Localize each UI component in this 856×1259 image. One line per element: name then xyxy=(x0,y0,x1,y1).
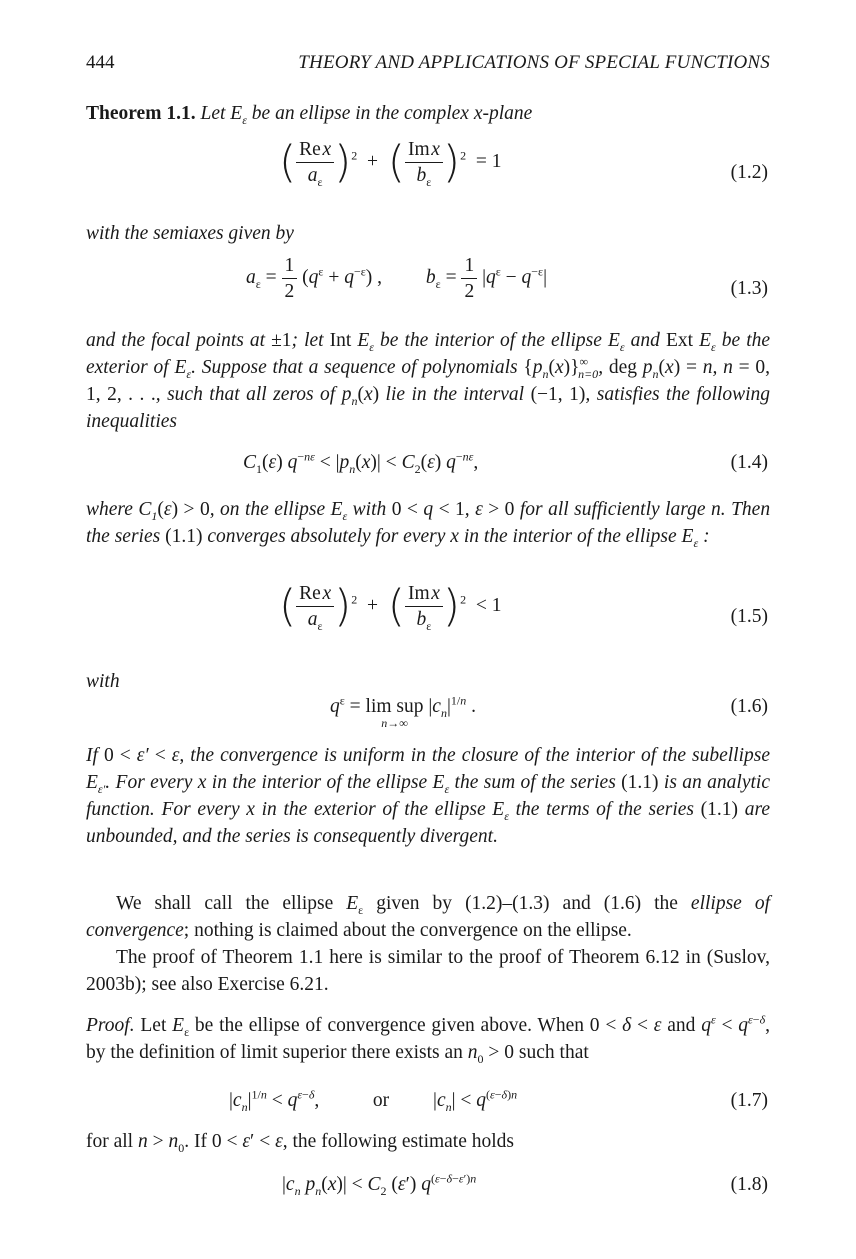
equation-1-3-number: (1.3) xyxy=(730,278,768,299)
equation-1-4 xyxy=(86,449,770,482)
focal-paragraph: and the focal points at ±1; let Int $E_\varepsilon$ be the interior of the ellipse $E_\varepsilon$ and Ext $E_\varepsilon$ be the exterior of $E_\varepsilon$. Suppose that a sequence of polynomials $\{p_n(x)\}^\infty_{n=0}$, deg $p_n(x) = n$, n = 0, 1, 2, . . ., such that all zeros of $p_n(x)$ lie in the interval (−1, 1), satisfies the following inequalities xyxy=(86,330,771,432)
equation-1-5-body: ( $\frac{\text{Re x}}{a_\varepsilon}$ )$^2$ + ( $\frac{\text{Im x}}{b_\varepsilon}$ )$^2$ < 1 xyxy=(279,580,502,633)
page-number: 444 xyxy=(86,52,115,73)
equation-1-4-number: (1.4) xyxy=(730,452,768,473)
proof-similarity-paragraph: The proof of Theorem 1.1 here is similar to the proof of Theorem 6.12 in (Suslov, 2003b); see also Exercise 6.21. xyxy=(86,947,770,995)
theorem-intro-text: Let $E_\varepsilon$ be an ellipse in the complex x-plane xyxy=(200,103,533,127)
running-head xyxy=(86,52,770,78)
proof-paragraph: Proof. Let $E_\varepsilon$ be the ellipse of convergence given above. When 0 < δ < ε and $q^\varepsilon < q^{\varepsilon-\delta}$, by the definition of limit superior there exists an $n_0 > 0$ such that xyxy=(86,1012,771,1066)
conclusion-paragraph: If 0 < ε′ < ε, the convergence is uniform in the closure of the interior of the subellipse $E_{\varepsilon'}$. For every x in the interior of the ellipse $E_\varepsilon$ the sum of the series (1.1) is an analytic function. For every x in the exterior of the ellipse $E_\varepsilon$ the terms of the series (1.1) are unbounded, and the series is consequently divergent. xyxy=(86,745,771,847)
equation-1-3 xyxy=(86,256,770,316)
equation-1-3-body: $a_\varepsilon$ = $\frac{1}{2}$ $(q^\varepsilon + q^{-\varepsilon})$ , $b_\varepsilon$ = $\frac{1}{2}$ $|q^\varepsilon - q^{-\varepsilon}|$ xyxy=(246,255,547,302)
where-paragraph: where $C_1(\varepsilon) > 0$, on the ellipse $E_\varepsilon$ with 0 < q < 1, ε > 0 for all sufficiently large n. Then the series (1.1) converges absolutely for every x in the interior of the ellipse $E_\varepsilon$ : xyxy=(86,499,771,550)
equation-1-4-body: $C_1(\varepsilon) q^{-n\varepsilon} < |p_n(x)| < C_2(\varepsilon)$ $q^{-n\varepsilon}$, xyxy=(243,449,479,476)
equation-1-7-number: (1.7) xyxy=(730,1090,768,1111)
equation-1-6-body: $q^\varepsilon = \lim$ sup n→∞ $|c_n|^{1/n}$ . xyxy=(330,693,476,731)
running-title: THEORY AND APPLICATIONS OF SPECIAL FUNCTIONS xyxy=(298,52,770,73)
equation-1-8 xyxy=(86,1171,770,1204)
with-word: with xyxy=(86,671,120,692)
theorem-label: Theorem 1.1. xyxy=(86,103,196,124)
equation-1-8-number: (1.8) xyxy=(730,1174,768,1195)
equation-1-2-number: (1.2) xyxy=(730,162,768,183)
equation-1-2 xyxy=(86,136,770,210)
equation-1-7-or: or xyxy=(372,1090,390,1111)
equation-1-5-number: (1.5) xyxy=(730,606,768,627)
equation-1-5-rhs: < 1 xyxy=(475,594,502,616)
equation-1-6-number: (1.6) xyxy=(730,696,768,717)
equation-1-2-body: ( $\frac{\text{Re x}}{a_\varepsilon}$ )$^2$ + ( $\frac{\text{Im x}}{b_\varepsilon}$ )$^2$ = 1 xyxy=(279,136,502,189)
equation-1-2-rhs: = 1 xyxy=(475,150,502,172)
equation-1-7-body: $|c_n|^{1/n} < q^{\varepsilon-\delta}$, or $|c_n| < q^{(\varepsilon-\delta)n}$ xyxy=(229,1087,518,1114)
theorem-intro xyxy=(86,100,770,127)
equation-1-8-body: $|c_n$ $p_n(x)| < C_2$ (ε′) $q^{(\varepsilon-\delta-\varepsilon')n}$ xyxy=(282,1171,477,1198)
equation-1-7 xyxy=(86,1087,770,1118)
estimate-paragraph: for all $n > n_0$. If 0 < ε′ < ε, the following estimate holds xyxy=(86,1131,515,1155)
semiaxes-intro: with the semiaxes given by xyxy=(86,223,294,244)
equation-1-6 xyxy=(86,693,770,740)
ellipse-of-convergence-paragraph: We shall call the ellipse $E_\varepsilon$ given by (1.2)–(1.3) and (1.6) the ellipse of convergence; nothing is claimed about the convergence on the ellipse. xyxy=(86,893,770,941)
proof-label: Proof. xyxy=(86,1015,135,1036)
equation-1-5 xyxy=(86,580,770,654)
